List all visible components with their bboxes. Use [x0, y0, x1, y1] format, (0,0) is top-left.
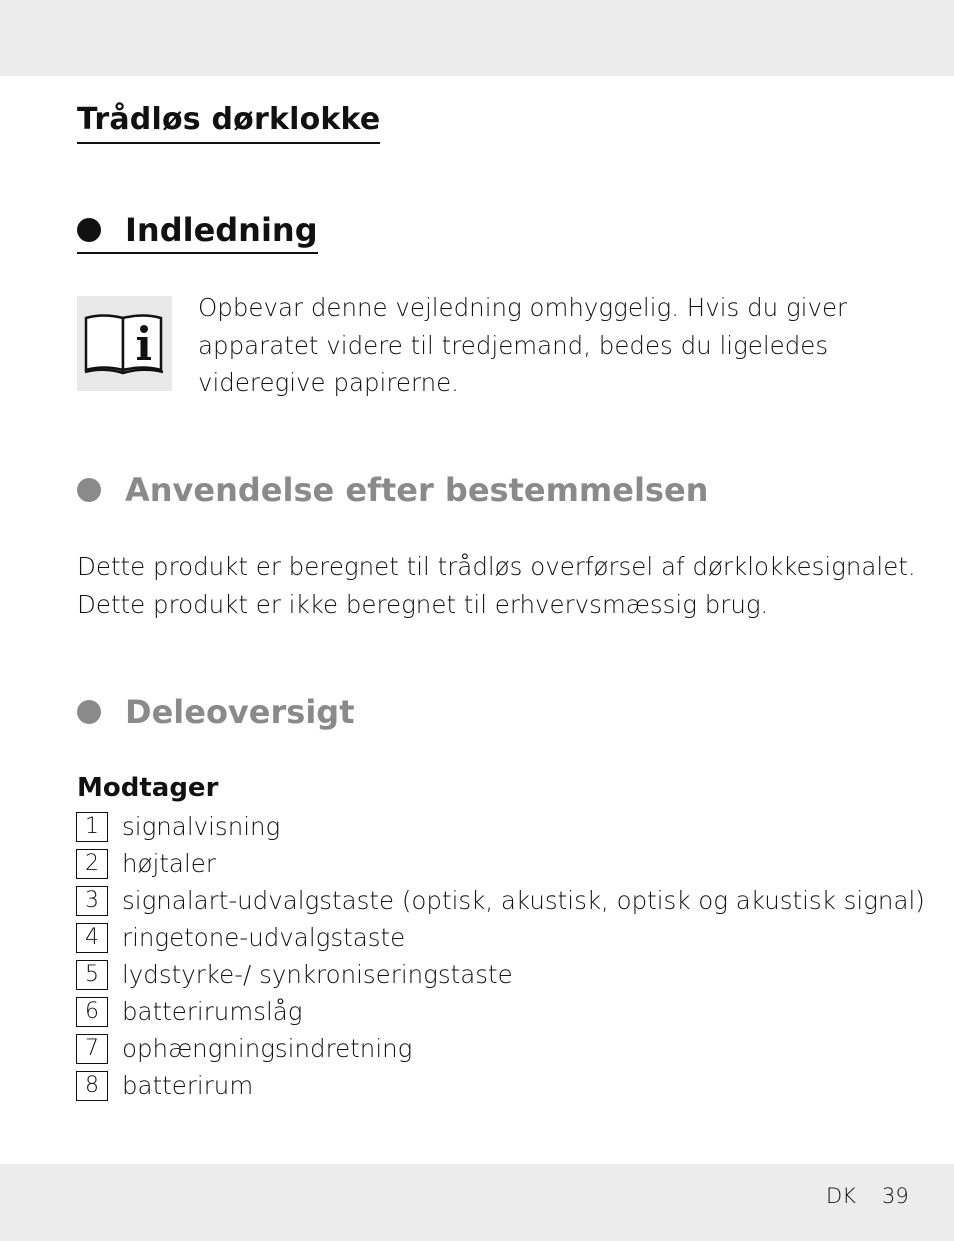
section-heading-label: Anvendelse efter bestemmelsen: [125, 471, 709, 509]
section-heading-introduction: [77, 210, 318, 254]
part-label: ringetone-udvalgstaste: [122, 923, 406, 952]
paragraph-line: Dette produkt er beregnet til trådløs overførsel af dørklokkesignalet.: [77, 552, 916, 581]
list-item: [76, 993, 925, 1030]
bullet-icon: [77, 700, 101, 724]
part-number-badge: 4: [76, 923, 108, 953]
receiver-subheading: Modtager: [77, 773, 219, 803]
parts-list: [76, 808, 925, 1104]
introduction-paragraph: [198, 289, 847, 402]
page-footer: [826, 1184, 909, 1208]
paragraph-line: Dette produkt er ikke beregnet til erhvervsmæssig brug.: [77, 589, 769, 619]
list-item: [76, 1030, 925, 1067]
part-label: lydstyrke-/ synkroniseringstaste: [122, 960, 513, 989]
part-number-badge: 6: [76, 997, 108, 1027]
part-label: signalart-udvalgstaste (optisk, akustisk, optisk og akustisk signal): [122, 886, 925, 915]
part-label: signalvisning: [122, 812, 281, 841]
list-item: [76, 845, 925, 882]
part-label: højtaler: [122, 849, 216, 878]
document-title: Trådløs dørklokke: [77, 100, 380, 144]
part-label: ophængningsindretning: [122, 1034, 413, 1063]
section-heading-label: Indledning: [125, 211, 318, 249]
list-item: [76, 808, 925, 845]
paragraph-line: apparatet videre til tredjemand, bedes du ligeledes: [198, 330, 829, 360]
part-number-badge: 8: [76, 1071, 108, 1101]
part-number-badge: 3: [76, 886, 108, 916]
part-label: batterirumslåg: [122, 997, 303, 1026]
list-item: [76, 1067, 925, 1104]
intended-use-paragraph: [77, 548, 916, 623]
footer-band: [0, 1164, 954, 1241]
bullet-icon: [77, 478, 101, 502]
section-heading-label: Deleoversigt: [125, 693, 355, 731]
part-number-badge: 7: [76, 1034, 108, 1064]
section-heading-intended-use: [77, 470, 708, 510]
paragraph-line: Opbevar denne vejledning omhyggelig. Hvis du giver: [198, 293, 848, 322]
footer-language: DK: [826, 1184, 856, 1208]
list-item: [76, 882, 925, 919]
page-number: 39: [881, 1184, 909, 1208]
list-item: [76, 956, 925, 993]
book-info-icon: [77, 296, 172, 391]
list-item: [76, 919, 925, 956]
bullet-icon: [77, 218, 101, 242]
part-number-badge: 5: [76, 960, 108, 990]
header-band: [0, 0, 954, 76]
part-label: batterirum: [122, 1071, 254, 1100]
paragraph-line: videregive papirerne.: [198, 368, 459, 397]
section-heading-parts-overview: [77, 692, 354, 732]
part-number-badge: 1: [76, 812, 108, 842]
part-number-badge: 2: [76, 849, 108, 879]
